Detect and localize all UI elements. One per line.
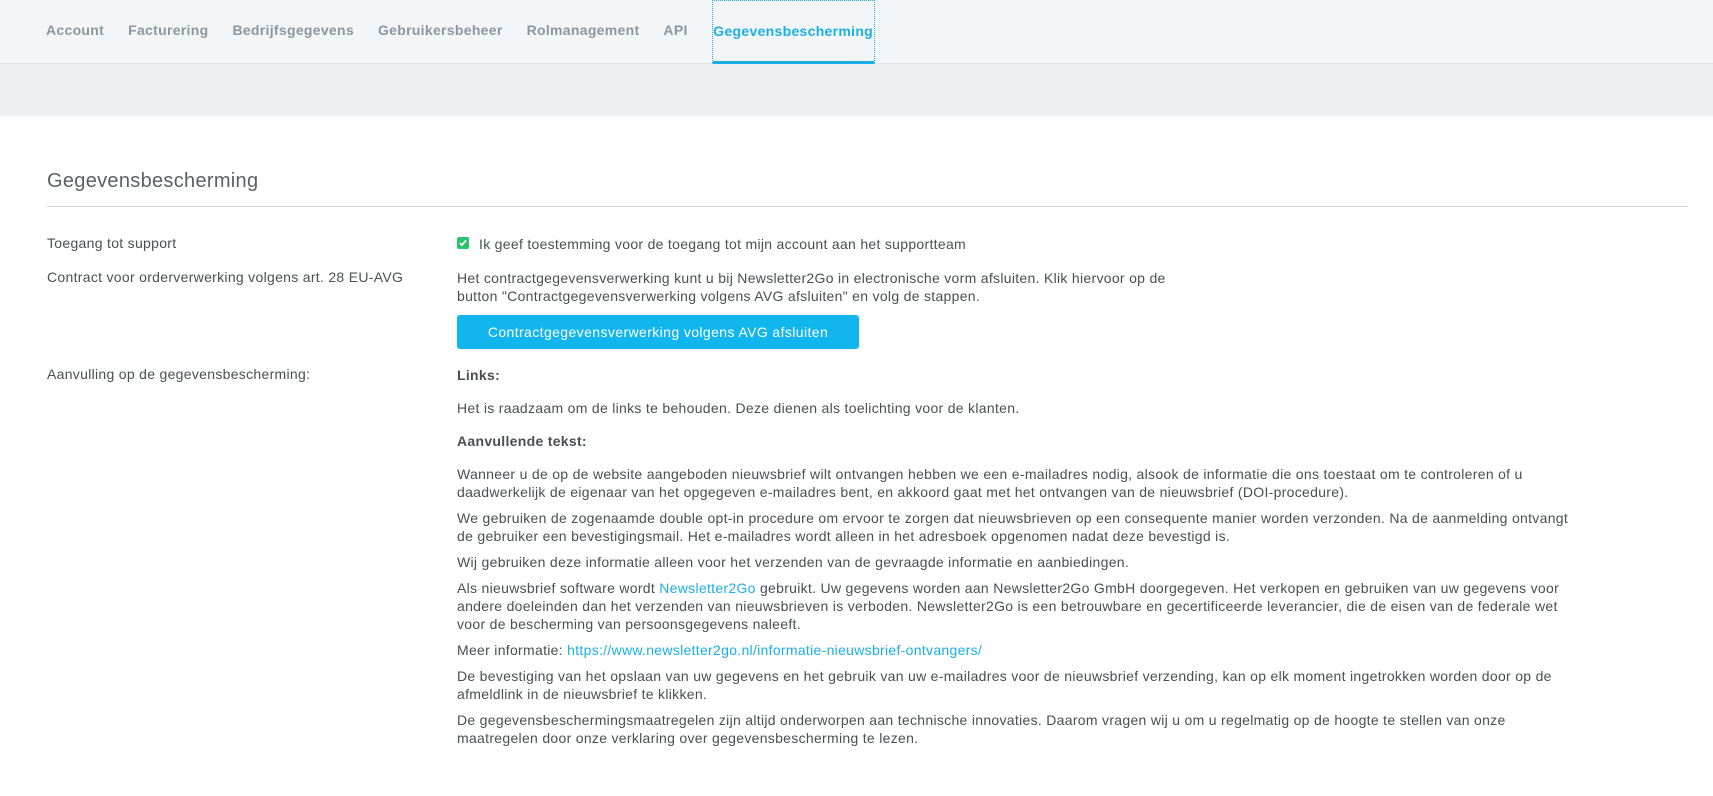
tab-gebruikersbeheer[interactable]: Gebruikersbeheer bbox=[377, 22, 503, 38]
paragraph-5-line2: afmeldlink in de nieuwsbrief te klikken. bbox=[457, 686, 708, 702]
contract-avg-button[interactable]: Contractgegevensverwerking volgens AVG afsluiten bbox=[457, 315, 859, 349]
more-information-link[interactable]: https://www.newsletter2go.nl/informatie-nieuwsbrief-ontvangers/ bbox=[567, 642, 983, 658]
tab-gegevensbescherming[interactable]: Gegevensbescherming bbox=[712, 0, 875, 65]
subheader-bar bbox=[0, 64, 1713, 116]
paragraph-4-suffix: gebruikt. Uw gegevens worden aan Newsletter2Go GmbH doorgegeven. Het verkopen en gebruiken van uw gegevens voor bbox=[755, 580, 1560, 596]
tab-bedrijfsgegevens[interactable]: Bedrijfsgegevens bbox=[232, 22, 354, 38]
top-navigation bbox=[0, 0, 1713, 64]
extra-text-heading: Aanvullende tekst: bbox=[457, 433, 587, 449]
paragraph-4-line2: andere doeleinden dan het verzenden van nieuwsbrieven is verboden. Newsletter2Go is een betrouwbare en gecertificeerde leverancier, die de eisen van de federale wet bbox=[457, 598, 1558, 614]
contract-text-line1: Het contractgegevensverwerking kunt u bij Newsletter2Go in electronische vorm afsluiten. Klik hiervoor op de bbox=[457, 270, 1166, 286]
paragraph-4-line3: voor de bescherming van persoonsgegevens naleeft. bbox=[457, 616, 801, 632]
paragraph-6-line1: De gegevensbeschermingsmaatregelen zijn altijd onderworpen aan technische innovaties. Daarom vragen wij u om u regelmatig op de hoogte te stellen van onze bbox=[457, 712, 1506, 728]
tab-rolmanagement[interactable]: Rolmanagement bbox=[526, 22, 640, 38]
paragraph-6-line2: maatregelen door onze verklaring over gegevensbescherming te lezen. bbox=[457, 730, 919, 746]
paragraph-2-line2: de gebruiker een bevestigingsmail. Het e-mailadres wordt alleen in het adresboek opgenomen nadat deze bevestigd is. bbox=[457, 528, 1231, 544]
paragraph-3: Wij gebruiken deze informatie alleen voor het verzenden van de gevraagde informatie en aanbiedingen. bbox=[457, 554, 1130, 570]
links-heading: Links: bbox=[457, 367, 501, 383]
tab-api[interactable]: API bbox=[663, 22, 688, 38]
newsletter2go-link[interactable]: Newsletter2Go bbox=[659, 580, 756, 596]
paragraph-4-line1 bbox=[457, 579, 1692, 597]
links-text: Het is raadzaam om de links te behouden. Deze dienen als toelichting voor de klanten. bbox=[457, 400, 1020, 416]
support-checkbox-label: Ik geef toestemming voor de toegang tot mijn account aan het supportteam bbox=[479, 236, 966, 252]
title-divider bbox=[47, 206, 1688, 207]
contract-text-line2: button "Contractgegevensverwerking volgens AVG afsluiten" en volg de stappen. bbox=[457, 288, 981, 304]
tab-facturering[interactable]: Facturering bbox=[128, 22, 209, 38]
paragraph-2-line1: We gebruiken de zogenaamde double opt-in procedure om ervoor te zorgen dat nieuwsbrieven op een consequente manier worden verzonden. Na de aanmelding ontvangt bbox=[457, 510, 1569, 526]
paragraph-4-prefix: Als nieuwsbrief software wordt bbox=[457, 580, 660, 596]
support-label: Toegang tot support bbox=[47, 235, 177, 251]
addition-label: Aanvulling op de gegevensbescherming: bbox=[47, 366, 311, 382]
more-information-label: Meer informatie: bbox=[457, 642, 568, 658]
paragraph-1-line2: daadwerkelijk de eigenaar van het opgegeven e-mailadres bent, en akkoord gaat met het ontvangen van de nieuwsbrief (DOI-procedure). bbox=[457, 484, 1349, 500]
settings-tabs bbox=[46, 0, 875, 64]
tab-account[interactable]: Account bbox=[46, 22, 105, 38]
check-icon bbox=[458, 238, 468, 248]
support-checkbox[interactable] bbox=[457, 237, 469, 249]
page-title: Gegevensbescherming bbox=[47, 170, 259, 192]
contract-label: Contract voor orderverwerking volgens art. 28 EU-AVG bbox=[47, 269, 404, 285]
support-consent bbox=[457, 235, 966, 253]
more-information bbox=[457, 641, 1692, 659]
paragraph-1-line1: Wanneer u de op de website aangeboden nieuwsbrief wilt ontvangen hebben we een e-mailadres nodig, alsook de informatie die ons toestaat om te controleren of u bbox=[457, 466, 1523, 482]
paragraph-5-line1: De bevestiging van het opslaan van uw gegevens en het gebruik van uw e-mailadres voor de nieuwsbrief verzending, kan op elk moment ingetrokken worden door op de bbox=[457, 668, 1552, 684]
